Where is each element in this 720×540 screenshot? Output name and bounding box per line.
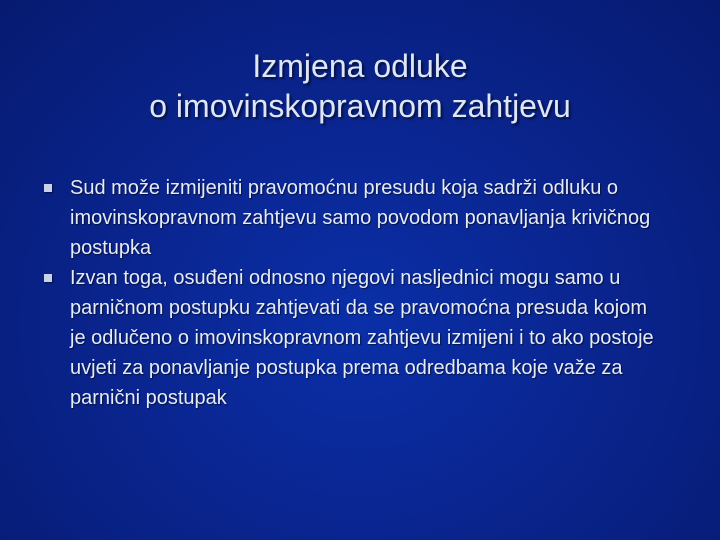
bullet-text: Izvan toga, osuđeni odnosno njegovi nasljednici mogu samo u parničnom postupku zahtjevati da se pravomoćna presuda kojom je odlučeno o imovinskopravnom zahtjevu izmijeni i to ako postoje uvjeti za ponavljanje postupka prema odredbama koje važe za parnični postupak xyxy=(70,267,654,409)
bullet-text: Sud može izmijeniti pravomoćnu presudu koja sadrži odluku o imovinskopravnom zahtjevu samo povodom ponavljanja krivičnog postupka xyxy=(70,177,651,259)
slide-title-line-2: o imovinskopravnom zahtjevu xyxy=(149,88,571,124)
bullet-item xyxy=(44,263,664,413)
bullet-list xyxy=(44,173,664,413)
slide-title xyxy=(60,46,660,126)
bullet-item xyxy=(44,173,664,263)
square-bullet-icon xyxy=(44,274,52,282)
slide-title-line-1: Izmjena odluke xyxy=(252,48,468,84)
square-bullet-icon xyxy=(44,184,52,192)
